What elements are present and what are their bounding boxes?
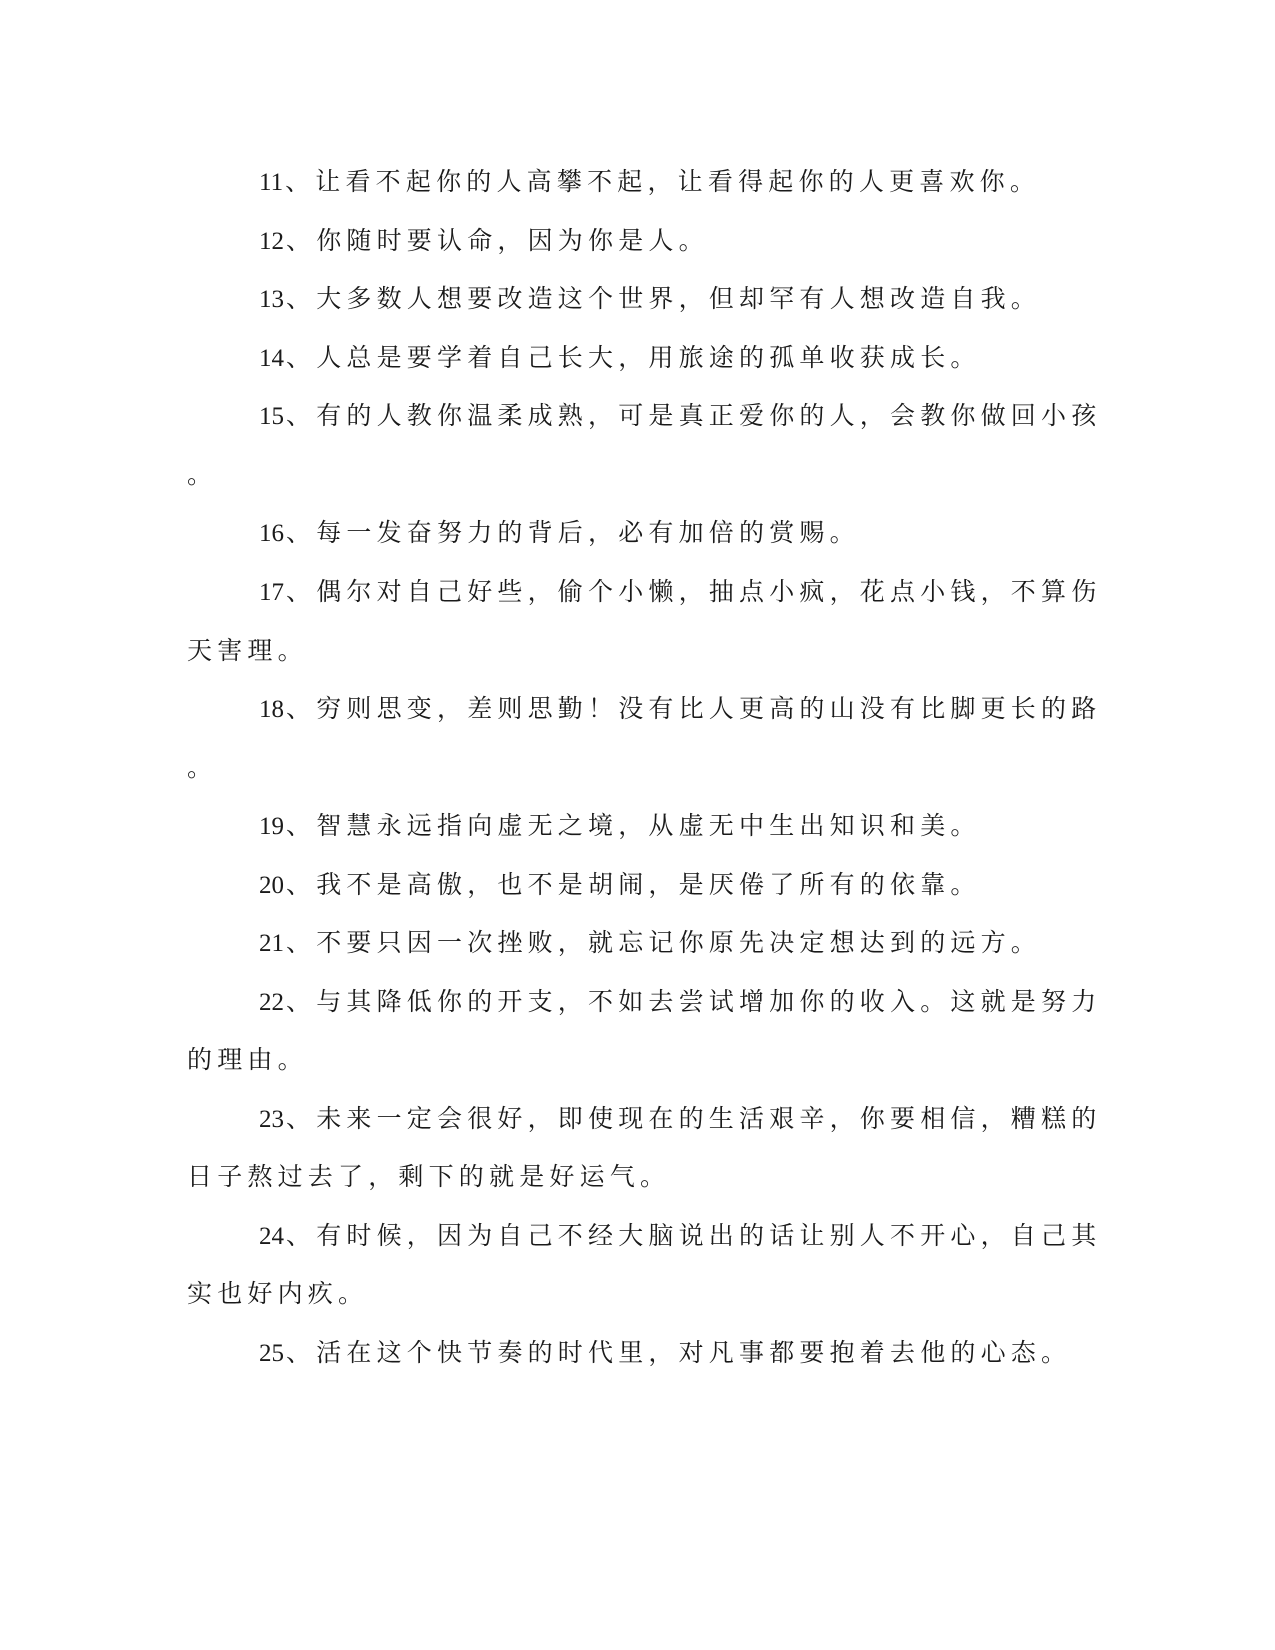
item-number: 22 (259, 989, 284, 1016)
item-number: 16 (259, 520, 284, 547)
quote-item (259, 401, 1101, 432)
item-text: 、你随时要认命，因为你是人。 (286, 226, 709, 255)
item-number: 25 (259, 1340, 284, 1367)
quote-item (259, 694, 1101, 725)
item-number: 19 (259, 813, 284, 840)
item-text: 、与其降低你的开支，不如去尝试增加你的收入。这就是努力 (286, 987, 1102, 1016)
quote-item (259, 1104, 1101, 1135)
item-text: 、不要只因一次挫败，就忘记你原先决定想达到的远方。 (286, 928, 1042, 957)
item-text: 、人总是要学着自己长大，用旅途的孤单收获成长。 (286, 343, 981, 372)
item-text: 、让看不起你的人高攀不起，让看得起你的人更喜欢你。 (285, 167, 1041, 196)
item-text: 、每一发奋努力的背后，必有加倍的赏赐。 (286, 518, 860, 547)
quote-item (259, 1338, 1071, 1369)
item-text: 、有的人教你温柔成熟，可是真正爱你的人，会教你做回小孩 (286, 401, 1102, 430)
quote-item (259, 343, 981, 374)
item-number: 13 (259, 286, 284, 313)
item-number: 18 (259, 696, 284, 723)
item-number: 17 (259, 579, 284, 606)
quote-item (259, 928, 1041, 959)
item-number: 11 (259, 169, 284, 196)
item-continuation: 实也好内疚。 (187, 1279, 369, 1308)
quote-item (259, 870, 981, 901)
quote-item (259, 226, 709, 257)
item-text: 、有时候，因为自己不经大脑说出的话让别人不开心，自己其 (286, 1221, 1102, 1250)
item-number: 14 (259, 345, 284, 372)
item-number: 21 (259, 930, 284, 957)
quote-item (259, 167, 1040, 198)
item-continuation: 日子熬过去了，剩下的就是好运气。 (187, 1162, 671, 1191)
item-number: 20 (259, 872, 284, 899)
item-continuation: 。 (187, 460, 218, 489)
item-continuation: 的理由。 (187, 1045, 308, 1074)
item-text: 、智慧永远指向虚无之境，从虚无中生出知识和美。 (286, 811, 981, 840)
item-text: 、未来一定会很好，即使现在的生活艰辛，你要相信，糟糕的 (286, 1104, 1102, 1133)
item-text: 、大多数人想要改造这个世界，但却罕有人想改造自我。 (286, 284, 1042, 313)
item-continuation: 。 (187, 753, 218, 782)
quote-item (259, 518, 860, 549)
item-number: 24 (259, 1223, 284, 1250)
item-continuation: 天害理。 (187, 636, 308, 665)
quote-item (259, 1221, 1101, 1252)
quote-item (259, 284, 1041, 315)
quote-item (259, 577, 1101, 608)
item-number: 15 (259, 403, 284, 430)
item-number: 12 (259, 228, 284, 255)
quote-item (259, 811, 981, 842)
item-text: 、活在这个快节奏的时代里，对凡事都要抱着去他的心态。 (286, 1338, 1072, 1367)
item-text: 、我不是高傲，也不是胡闹，是厌倦了所有的依靠。 (286, 870, 981, 899)
item-text: 、偶尔对自己好些，偷个小懒，抽点小疯，花点小钱，不算伤 (286, 577, 1102, 606)
quote-item (259, 987, 1101, 1018)
item-number: 23 (259, 1106, 284, 1133)
item-text: 、穷则思变，差则思勤！没有比人更高的山没有比脚更长的路 (286, 694, 1102, 723)
